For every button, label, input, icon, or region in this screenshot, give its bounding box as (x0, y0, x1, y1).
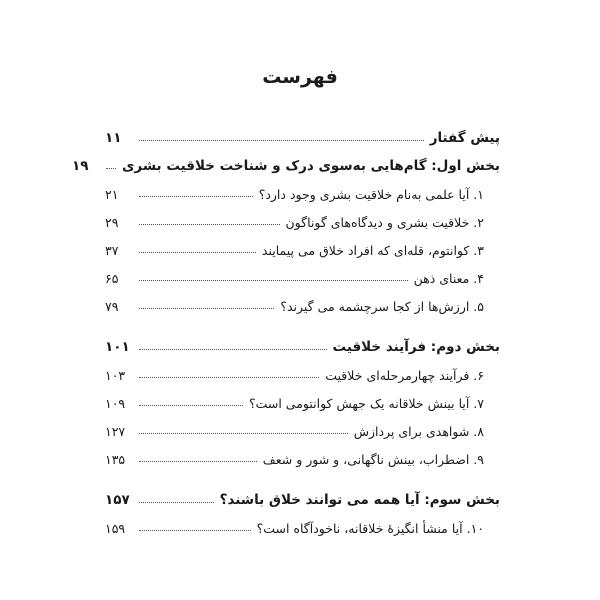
page-title: فهرست (262, 66, 338, 88)
dot-leader (139, 252, 256, 253)
dot-leader (139, 140, 424, 141)
page-number: ۱۵۹ (105, 521, 126, 536)
entry-title: بخش دوم: فرآیند خلاقیت (332, 339, 500, 355)
toc-entry-part-1[interactable] (72, 148, 500, 176)
toc-entry-chapter-7[interactable] (105, 385, 500, 413)
entry-title: ۳. کوانتوم، قله‌ای که افراد خلاق می پیمایند (261, 243, 484, 258)
toc-entry-chapter-2[interactable] (105, 204, 500, 232)
toc-entry-chapter-5[interactable] (105, 288, 500, 316)
toc-entry-foreword[interactable] (105, 120, 500, 148)
toc-entry-chapter-8[interactable] (105, 413, 500, 441)
entry-title: بخش اول: گام‌هایی به‌سوی درک و شناخت خلاقیت بشری (122, 158, 500, 174)
dot-leader (139, 196, 253, 197)
page-number: ۱۰۹ (105, 396, 126, 411)
dot-leader (139, 377, 319, 378)
toc-entry-part-2[interactable] (105, 329, 500, 357)
entry-title: بخش سوم: آیا همه می توانند خلاق باشند؟ (219, 492, 500, 508)
dot-leader (106, 168, 116, 169)
toc-entry-chapter-1[interactable] (105, 176, 500, 204)
entry-title: ۸. شواهدی برای پردازش (353, 424, 484, 439)
table-of-contents (72, 120, 500, 538)
dot-leader (139, 530, 251, 531)
section-gap (105, 316, 500, 329)
dot-leader (139, 461, 257, 462)
dot-leader (139, 308, 274, 309)
page-number: ۱۰۳ (105, 368, 126, 383)
page-number: ۱۱ (105, 130, 122, 146)
toc-entry-chapter-10[interactable] (105, 510, 500, 538)
page-number: ۲۹ (105, 215, 119, 230)
entry-title: ۱۰. آیا منشأ انگیزهٔ خلاقانه، ناخودآگاه است؟ (256, 521, 484, 536)
dot-leader (139, 433, 348, 434)
toc-entry-chapter-3[interactable] (105, 232, 500, 260)
entry-title: ۶. فرآیند چهارمرحله‌ای خلاقیت (325, 368, 484, 383)
page-number: ۷۹ (105, 299, 119, 314)
page-number: ۱۵۷ (105, 492, 130, 508)
entry-title: ۱. آیا علمی به‌نام خلاقیت بشری وجود دارد؟ (258, 187, 484, 202)
dot-leader (139, 405, 243, 406)
toc-entry-chapter-9[interactable] (105, 441, 500, 469)
toc-entry-part-3[interactable] (105, 482, 500, 510)
entry-title: ۴. معنای ذهن (413, 271, 484, 286)
page-number: ۶۵ (105, 271, 119, 286)
entry-title: ۹. اضطراب، بینش ناگهانی، و شور و شعف (262, 452, 484, 467)
section-gap (105, 469, 500, 482)
page-number: ۱۲۷ (105, 424, 126, 439)
toc-entry-chapter-6[interactable] (105, 357, 500, 385)
page-number: ۳۷ (105, 243, 119, 258)
entry-title: پیش گفتار (429, 130, 500, 146)
entry-title: ۵. ارزش‌ها از کجا سرچشمه می گیرند؟ (280, 299, 484, 314)
page-number: ۱۳۵ (105, 452, 126, 467)
toc-entry-chapter-4[interactable] (105, 260, 500, 288)
page-number: ۱۹ (72, 158, 89, 174)
page-number: ۱۰۱ (105, 339, 130, 355)
dot-leader (139, 349, 327, 350)
entry-title: ۲. خلاقیت بشری و دیدگاه‌های گوناگون (285, 215, 484, 230)
entry-title: ۷. آیا بینش خلاقانه یک جهش کوانتومی است؟ (248, 396, 484, 411)
dot-leader (139, 280, 408, 281)
page-number: ۲۱ (105, 187, 119, 202)
dot-leader (139, 224, 280, 225)
dot-leader (139, 502, 214, 503)
